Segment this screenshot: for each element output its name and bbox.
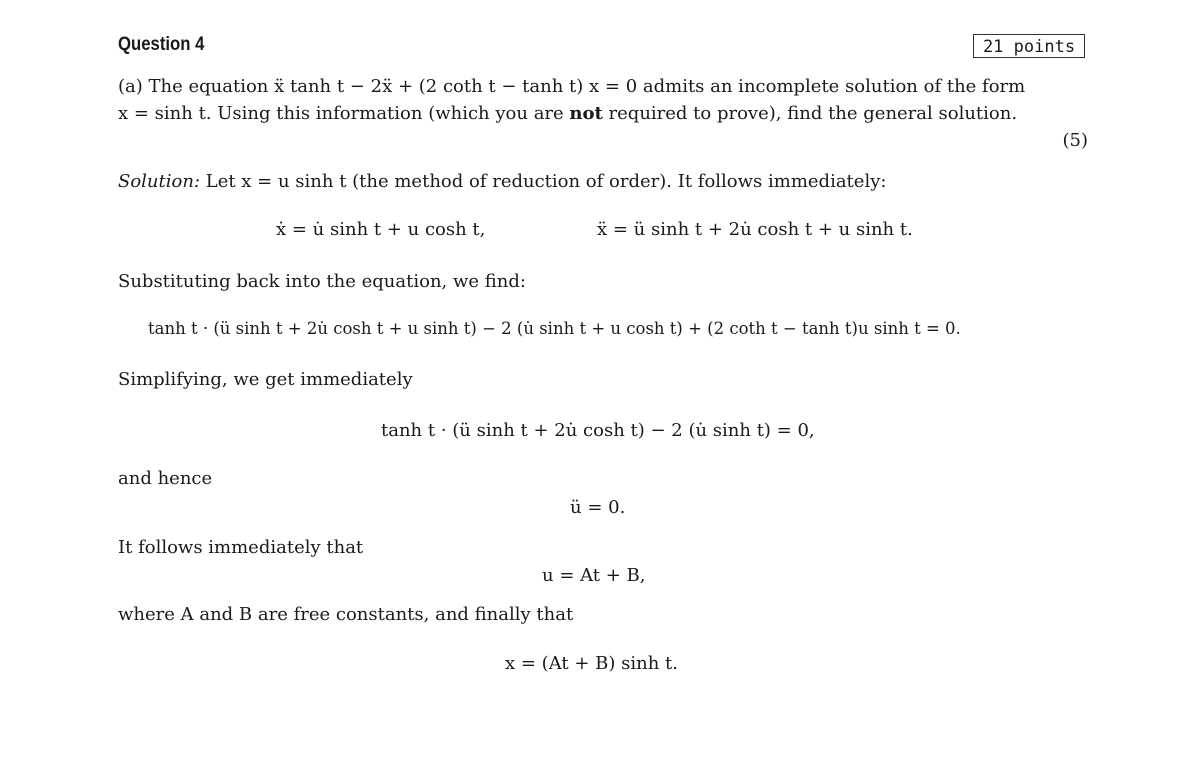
part-a-marks: (5) bbox=[1062, 130, 1088, 151]
question-title: Question 4 bbox=[118, 34, 205, 55]
part-a-line-2 bbox=[118, 103, 1017, 124]
substituting-text: Substituting back into the equation, we find: bbox=[118, 271, 526, 292]
solution-intro bbox=[118, 171, 886, 192]
part-a-line-2-post: required to prove), find the general solution. bbox=[602, 103, 1018, 124]
points-badge: 21 points bbox=[973, 34, 1085, 58]
where-text: where A and B are free constants, and finally that bbox=[118, 604, 574, 625]
equation-x-ddot: ẍ = ü sinh t + 2u̇ cosh t + u sinh t. bbox=[597, 219, 913, 240]
equation-x-dot: ẋ = u̇ sinh t + u cosh t, bbox=[276, 219, 486, 240]
simplifying-text: Simplifying, we get immediately bbox=[118, 369, 413, 390]
part-a-not-emphasis: not bbox=[569, 103, 603, 124]
and-hence-text: and hence bbox=[118, 468, 213, 489]
equation-u-ddot: ü = 0. bbox=[570, 497, 626, 518]
equation-simplified: tanh t · (ü sinh t + 2u̇ cosh t) − 2 (u̇ sinh t) = 0, bbox=[381, 420, 815, 441]
equation-final: x = (At + B) sinh t. bbox=[505, 653, 678, 674]
part-a-line-1: (a) The equation ẍ tanh t − 2ẍ + (2 coth t − tanh t) x = 0 admits an incomplete solution of the form bbox=[118, 76, 1026, 97]
part-a-line-2-pre: x = sinh t. Using this information (which you are bbox=[118, 103, 570, 124]
follows-text: It follows immediately that bbox=[118, 537, 364, 558]
solution-label: Solution: bbox=[118, 171, 201, 192]
equation-substituted: tanh t · (ü sinh t + 2u̇ cosh t + u sinh t) − 2 (u̇ sinh t + u cosh t) + (2 coth t − tanh t)u sinh t = 0. bbox=[148, 319, 961, 338]
solution-intro-text: Let x = u sinh t (the method of reduction of order). It follows immediately: bbox=[200, 171, 887, 192]
equation-u: u = At + B, bbox=[542, 565, 646, 586]
